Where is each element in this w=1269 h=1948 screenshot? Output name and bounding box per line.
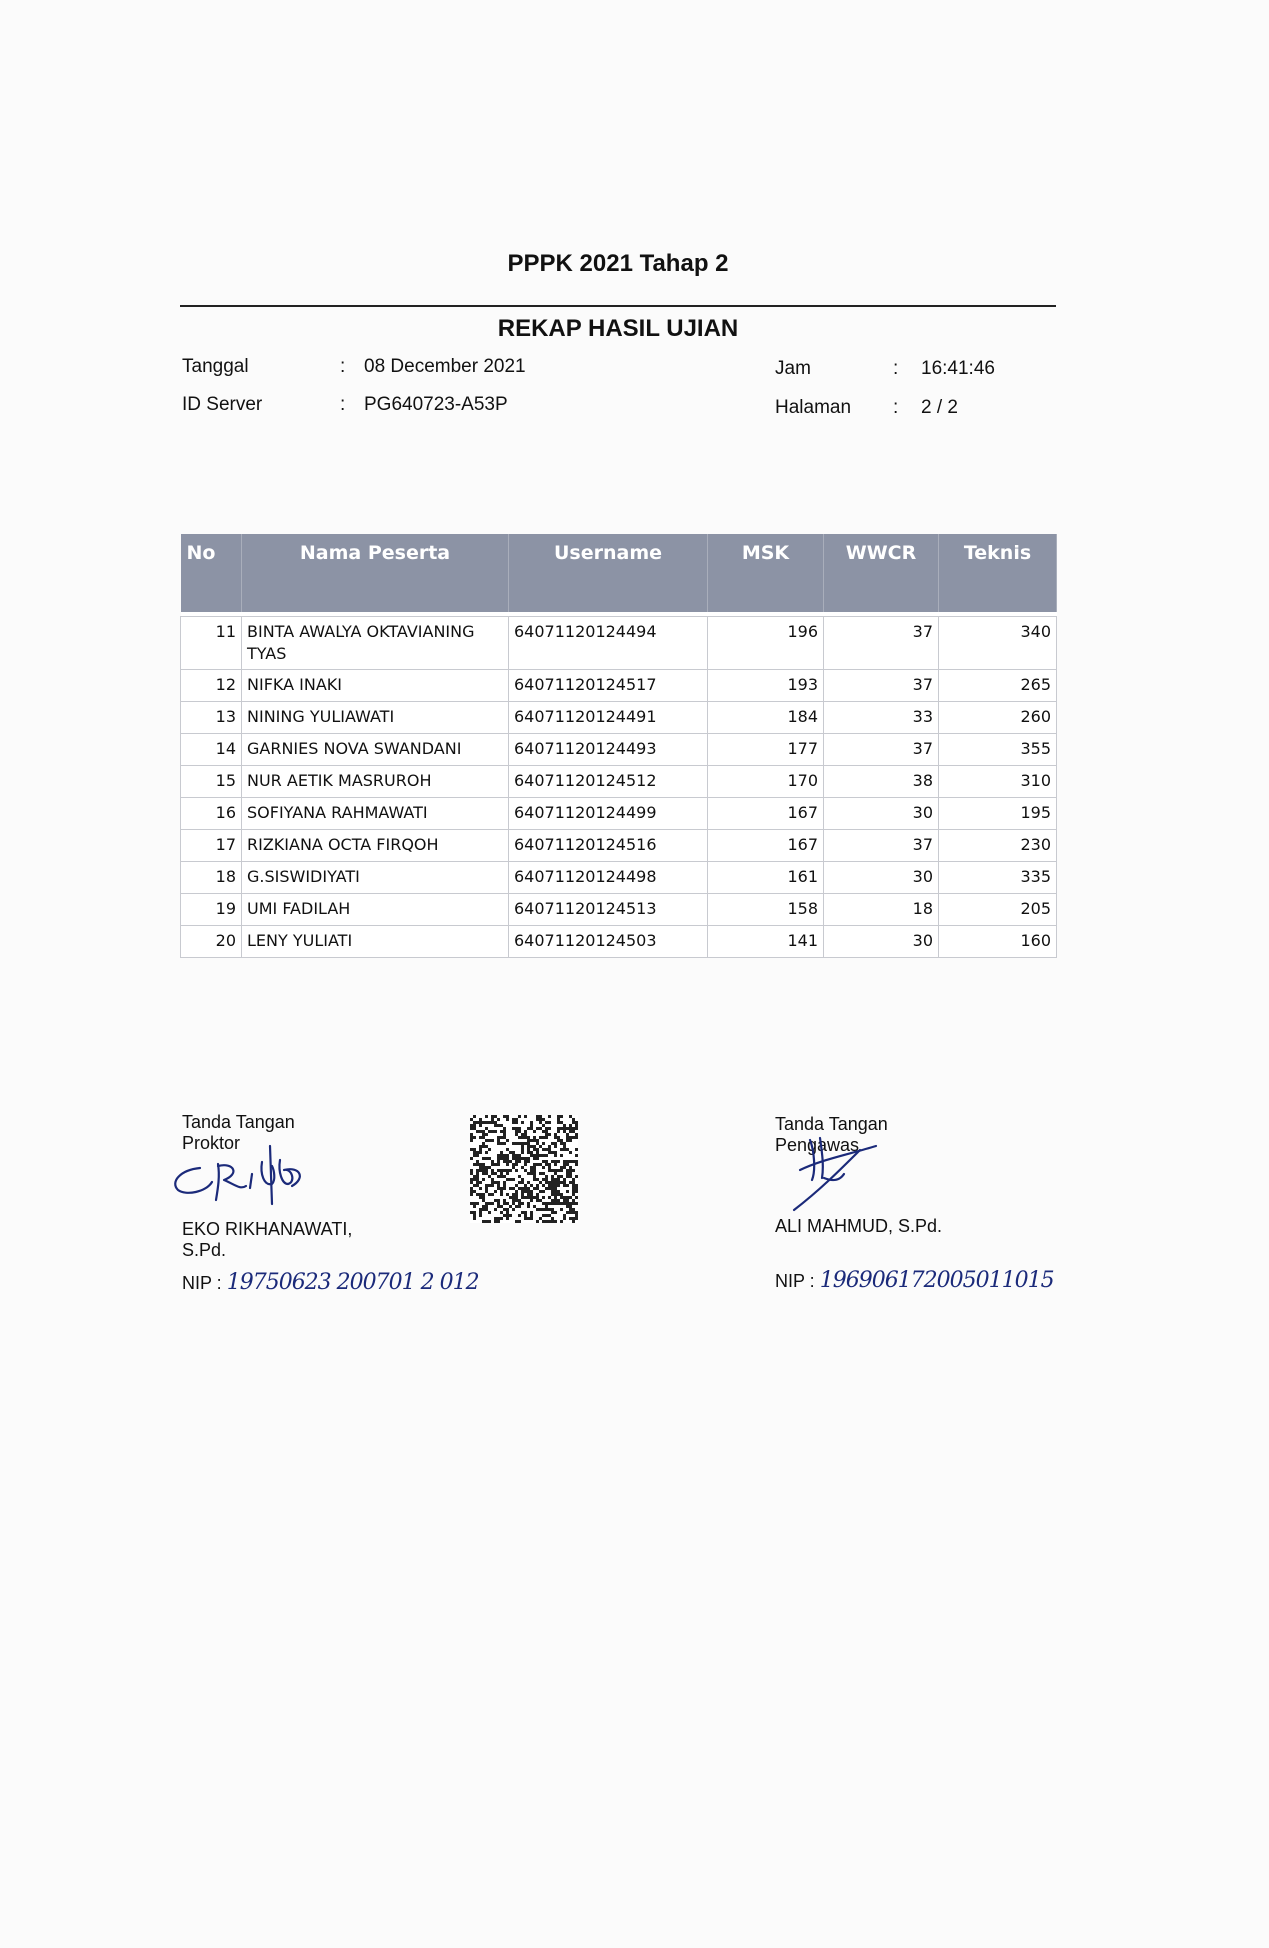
cell-username: 64071120124494 — [509, 617, 708, 670]
cell-no: 16 — [181, 798, 242, 830]
cell-msk: 167 — [708, 830, 824, 862]
cell-username: 64071120124499 — [509, 798, 708, 830]
cell-no: 15 — [181, 766, 242, 798]
cell-no: 18 — [181, 862, 242, 894]
document-subtitle: REKAP HASIL UJIAN — [497, 315, 739, 342]
cell-teknis: 355 — [939, 734, 1057, 766]
cell-wwcr: 38 — [824, 766, 939, 798]
cell-teknis: 205 — [939, 894, 1057, 926]
column-header-username: Username — [509, 534, 708, 612]
cell-wwcr: 33 — [824, 702, 939, 734]
table-row — [181, 734, 1057, 766]
cell-teknis: 195 — [939, 798, 1057, 830]
title-divider — [180, 305, 1056, 307]
cell-name: SOFIYANA RAHMAWATI — [242, 798, 509, 830]
cell-name: NUR AETIK MASRUROH — [242, 766, 509, 798]
signatory-name: ALI MAHMUD, S.Pd. — [775, 1216, 943, 1236]
table-row — [181, 798, 1057, 830]
cell-no: 13 — [181, 702, 242, 734]
document-title: PPPK 2021 Tahap 2 — [507, 250, 729, 277]
cell-name: NINING YULIAWATI — [242, 702, 509, 734]
column-header-teknis: Teknis — [939, 534, 1057, 612]
cell-name: G.SISWIDIYATI — [242, 862, 509, 894]
signature-name-pengawas — [775, 1216, 942, 1237]
cell-msk: 193 — [708, 670, 824, 702]
meta-label: Halaman — [775, 397, 852, 418]
cell-wwcr: 30 — [824, 862, 939, 894]
cell-username: 64071120124517 — [509, 670, 708, 702]
table-row — [181, 894, 1057, 926]
table-row — [181, 926, 1057, 958]
meta-value: 2 / 2 — [921, 397, 958, 418]
cell-name: NIFKA INAKI — [242, 670, 509, 702]
table-row — [181, 862, 1057, 894]
meta-colon: : — [340, 356, 346, 377]
meta-colon: : — [893, 358, 899, 379]
table-row — [181, 702, 1057, 734]
cell-wwcr: 30 — [824, 798, 939, 830]
cell-name: UMI FADILAH — [242, 894, 509, 926]
cell-teknis: 260 — [939, 702, 1057, 734]
cell-no: 14 — [181, 734, 242, 766]
cell-username: 64071120124513 — [509, 894, 708, 926]
cell-teknis: 265 — [939, 670, 1057, 702]
cell-username: 64071120124512 — [509, 766, 708, 798]
cell-wwcr: 37 — [824, 734, 939, 766]
column-header-msk: MSK — [708, 534, 824, 612]
cell-no: 11 — [181, 617, 242, 670]
table-row — [181, 617, 1057, 670]
cell-teknis: 310 — [939, 766, 1057, 798]
nip-handwritten: 196906172005011015 — [819, 1268, 1054, 1293]
nip-label: NIP : — [775, 1271, 815, 1291]
cell-username: 64071120124498 — [509, 862, 708, 894]
cell-teknis: 340 — [939, 617, 1057, 670]
cell-name: GARNIES NOVA SWANDANI — [242, 734, 509, 766]
nip-proktor — [182, 1272, 479, 1294]
cell-teknis: 335 — [939, 862, 1057, 894]
cell-wwcr: 37 — [824, 617, 939, 670]
signature-name-proktor — [182, 1219, 352, 1261]
meta-colon: : — [340, 394, 346, 415]
cell-msk: 158 — [708, 894, 824, 926]
nip-label: NIP : — [182, 1273, 222, 1293]
signature-label: Tanda Tangan — [775, 1114, 888, 1134]
cell-msk: 170 — [708, 766, 824, 798]
cell-wwcr: 30 — [824, 926, 939, 958]
cell-msk: 167 — [708, 798, 824, 830]
signature-role: Proktor — [182, 1133, 241, 1153]
cell-msk: 196 — [708, 617, 824, 670]
qr-code-icon — [470, 1115, 578, 1223]
table-row — [181, 766, 1057, 798]
nip-pengawas — [775, 1270, 1054, 1292]
cell-msk: 161 — [708, 862, 824, 894]
signature-label: Tanda Tangan — [182, 1112, 295, 1132]
cell-name: BINTA AWALYA OKTAVIANING TYAS — [242, 617, 509, 670]
signatory-title: S.Pd. — [182, 1240, 227, 1260]
cell-username: 64071120124516 — [509, 830, 708, 862]
signature-role: Pengawas — [775, 1135, 860, 1155]
cell-teknis: 230 — [939, 830, 1057, 862]
cell-msk: 184 — [708, 702, 824, 734]
cell-msk: 141 — [708, 926, 824, 958]
cell-name: RIZKIANA OCTA FIRQOH — [242, 830, 509, 862]
cell-wwcr: 18 — [824, 894, 939, 926]
cell-teknis: 160 — [939, 926, 1057, 958]
column-header-wwcr: WWCR — [824, 534, 939, 612]
results-table — [180, 534, 1057, 958]
cell-name: LENY YULIATI — [242, 926, 509, 958]
cell-wwcr: 37 — [824, 670, 939, 702]
cell-wwcr: 37 — [824, 830, 939, 862]
table-row — [181, 670, 1057, 702]
cell-username: 64071120124493 — [509, 734, 708, 766]
meta-value: PG640723-A53P — [364, 394, 508, 415]
table-header-row — [181, 534, 1057, 612]
cell-no: 19 — [181, 894, 242, 926]
cell-msk: 177 — [708, 734, 824, 766]
handwritten-signature-pengawas — [780, 1130, 890, 1220]
nip-handwritten: 19750623 200701 2 012 — [226, 1270, 479, 1295]
table-row — [181, 830, 1057, 862]
column-header-no: No — [181, 534, 242, 612]
cell-no: 17 — [181, 830, 242, 862]
meta-colon: : — [893, 397, 899, 418]
cell-username: 64071120124503 — [509, 926, 708, 958]
meta-value: 08 December 2021 — [364, 356, 526, 377]
meta-label: Tanggal — [182, 356, 249, 377]
signatory-name: EKO RIKHANAWATI, — [182, 1219, 353, 1239]
cell-no: 20 — [181, 926, 242, 958]
meta-label: Jam — [775, 358, 811, 379]
column-header-nama: Nama Peserta — [242, 534, 509, 612]
meta-value: 16:41:46 — [921, 358, 995, 379]
meta-label: ID Server — [182, 394, 263, 415]
cell-username: 64071120124491 — [509, 702, 708, 734]
handwritten-signature-proktor — [160, 1140, 330, 1220]
cell-no: 12 — [181, 670, 242, 702]
